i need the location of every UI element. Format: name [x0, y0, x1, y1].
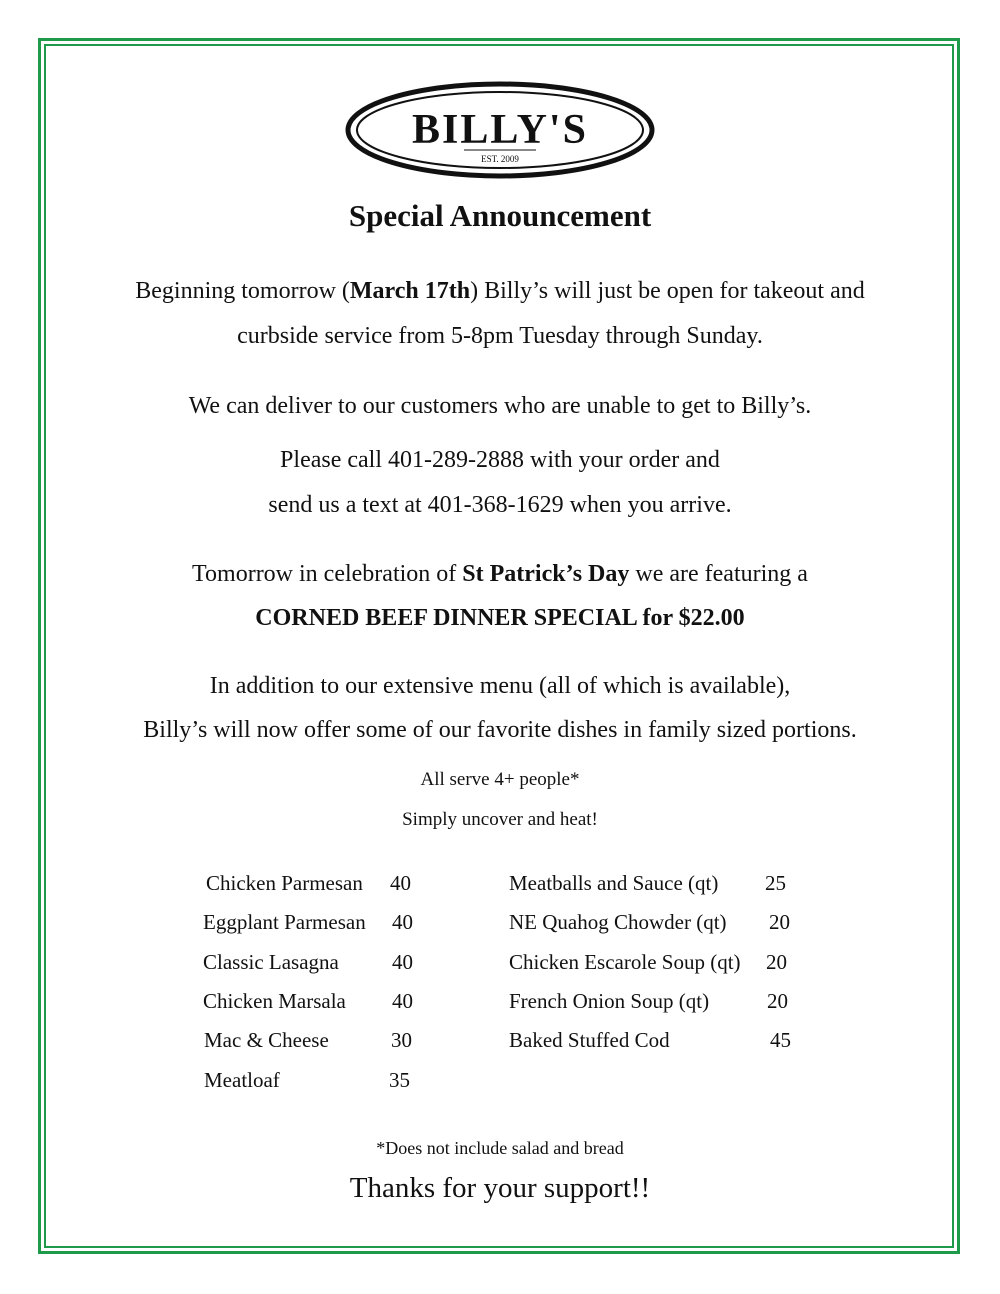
family-line-2: Billy’s will now offer some of our favorite dishes in family sized portions.: [143, 717, 857, 743]
delivery-text: We can deliver to our customers who are unable to get to Billy’s.: [188, 393, 812, 419]
menu-item-name: French Onion Soup (qt): [509, 989, 710, 1013]
call-line-1: Please call 401-289-2888 with your order and: [280, 447, 720, 473]
menu-item-name: Classic Lasagna: [203, 950, 339, 974]
intro-line-2: curbside service from 5-8pm Tuesday through Sunday.: [237, 323, 763, 349]
special-line-2: CORNED BEEF DINNER SPECIAL for $22.00: [255, 605, 745, 631]
logo-name: BILLY'S: [412, 107, 588, 153]
menu-item-price: 40: [392, 910, 413, 934]
menu-item-price: 35: [389, 1068, 410, 1092]
menu-item-name: NE Quahog Chowder (qt): [509, 910, 727, 934]
menu-item-name: Chicken Parmesan: [206, 871, 363, 895]
serve-note: All serve 4+ people*: [420, 769, 580, 790]
thanks-message: Thanks for your support!!: [349, 1172, 651, 1204]
menu-item-price: 20: [766, 950, 787, 974]
intro-line-1: [0, 278, 1000, 305]
footnote: *Does not include salad and bread: [376, 1138, 624, 1158]
page-title: Special Announcement: [348, 198, 652, 233]
menu-item-price: 45: [770, 1028, 791, 1052]
menu-item-price: 30: [391, 1028, 412, 1052]
menu-item-name: Meatballs and Sauce (qt): [509, 871, 719, 895]
billys-logo: [344, 80, 656, 180]
intro-date: March 17th: [349, 278, 471, 304]
special-line-1: [0, 561, 1000, 588]
menu-item-name: Mac & Cheese: [204, 1028, 329, 1052]
menu-item-price: 40: [392, 989, 413, 1013]
menu-item-name: Chicken Escarole Soup (qt): [509, 950, 741, 974]
menu-item-price: 20: [769, 910, 790, 934]
heat-note: Simply uncover and heat!: [402, 809, 598, 830]
intro-line-1-post: ) Billy’s will just be open for takeout and: [470, 278, 865, 304]
menu-item-name: Chicken Marsala: [203, 989, 346, 1013]
intro-line-1-pre: Beginning tomorrow (: [135, 278, 350, 304]
logo-est: EST. 2009: [481, 154, 519, 164]
call-line-2: send us a text at 401-368-1629 when you arrive.: [268, 492, 732, 518]
menu-item-name: Eggplant Parmesan: [203, 910, 366, 934]
menu-item-price: 25: [765, 871, 786, 895]
menu-item-price: 40: [392, 950, 413, 974]
menu-item-price: 40: [390, 871, 411, 895]
special-holiday: St Patrick’s Day: [462, 561, 630, 587]
family-line-1: In addition to our extensive menu (all of which is available),: [209, 673, 791, 699]
menu-item-name: Baked Stuffed Cod: [509, 1028, 670, 1052]
special-line-1-post: we are featuring a: [629, 561, 808, 587]
menu-item-name: Meatloaf: [204, 1068, 280, 1092]
menu-item-price: 20: [767, 989, 788, 1013]
special-line-1-pre: Tomorrow in celebration of: [192, 561, 463, 587]
